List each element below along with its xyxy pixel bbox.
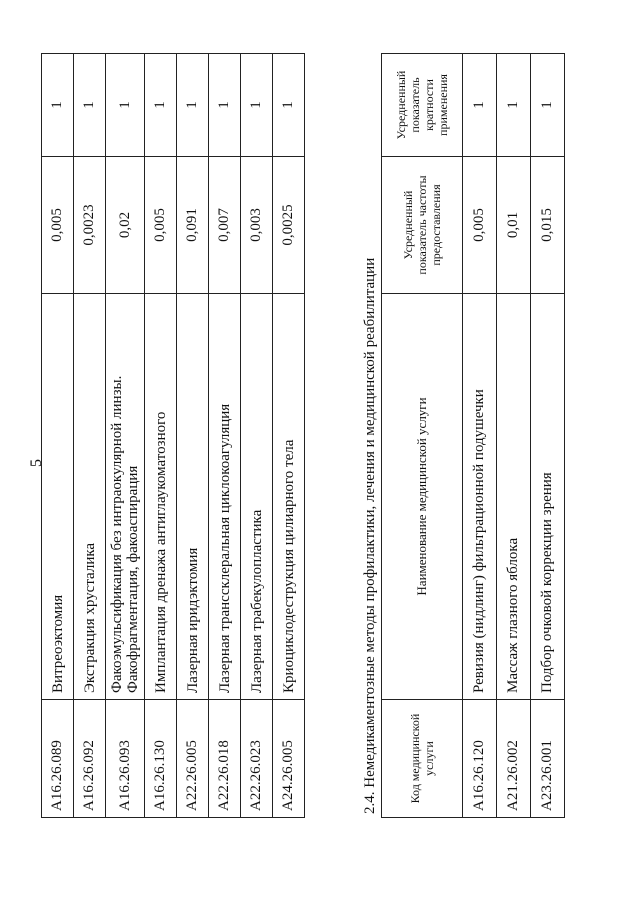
multiplicity-value: 1 — [106, 54, 145, 157]
frequency-value: 0,01 — [497, 157, 531, 294]
header-frequency-line: предоставления — [429, 184, 443, 266]
table-row — [463, 54, 497, 818]
header-frequency-line: показатель частоты — [415, 175, 429, 275]
service-name-line: Факофрагментация, факоаспирация — [125, 465, 141, 693]
multiplicity-value: 1 — [209, 54, 241, 157]
service-code: A24.26.005 — [273, 700, 305, 818]
frequency-value: 0,007 — [209, 157, 241, 294]
service-name — [177, 294, 209, 700]
service-code: A22.26.005 — [177, 700, 209, 818]
non-drug-methods-table-body — [382, 54, 565, 818]
header-frequency — [382, 157, 463, 294]
frequency-value: 0,0025 — [273, 157, 305, 294]
table-header-row — [382, 54, 463, 818]
multiplicity-value: 1 — [241, 54, 273, 157]
service-code: A16.26.093 — [106, 700, 145, 818]
frequency-value: 0,003 — [241, 157, 273, 294]
table-row — [42, 54, 74, 818]
table-row — [241, 54, 273, 818]
multiplicity-value: 1 — [273, 54, 305, 157]
multiplicity-value: 1 — [531, 54, 565, 157]
table-row — [497, 54, 531, 818]
service-name-line: Лазерная трабекулопластика — [248, 509, 265, 693]
header-name-line: Наименование медицинской услуги — [414, 397, 429, 596]
frequency-value: 0,091 — [177, 157, 209, 294]
header-code-line: услуги — [422, 741, 436, 776]
multiplicity-value: 1 — [74, 54, 106, 157]
service-name-line: Криоциклодеструкция цилиарного тела — [280, 439, 297, 693]
multiplicity-value: 1 — [177, 54, 209, 157]
service-name: Подбор очковой коррекции зрения — [531, 294, 565, 700]
page-number: 5 — [28, 459, 45, 467]
service-code: A22.26.023 — [241, 700, 273, 818]
service-name-line: Имплантация дренажа антиглаукоматозного — [152, 411, 169, 693]
service-code: A22.26.018 — [209, 700, 241, 818]
multiplicity-value: 1 — [497, 54, 531, 157]
table-row — [145, 54, 177, 818]
service-name — [241, 294, 273, 700]
frequency-value: 0,005 — [145, 157, 177, 294]
service-name: Ревизия (нидлинг) фильтрационной подушечки — [463, 294, 497, 700]
header-multiplicity-line: кратности — [422, 79, 436, 131]
header-code-line: Код медицинской — [408, 713, 422, 804]
table-row — [74, 54, 106, 818]
service-name — [209, 294, 241, 700]
service-code: A21.26.002 — [497, 700, 531, 818]
frequency-value: 0,005 — [463, 157, 497, 294]
service-code: A16.26.130 — [145, 700, 177, 818]
service-code: A16.26.089 — [42, 700, 74, 818]
service-name — [106, 294, 145, 700]
service-name-line: Лазерная транссклеральная циклокоагуляция — [216, 403, 233, 693]
service-name: Массаж глазного яблока — [497, 294, 531, 700]
header-multiplicity-line: показатель — [408, 77, 422, 133]
service-name — [74, 294, 106, 700]
service-name — [42, 294, 74, 700]
service-name-line: Экстракция хрусталика — [81, 542, 98, 693]
header-frequency-line: Усредненный — [401, 190, 415, 260]
multiplicity-value: 1 — [463, 54, 497, 157]
table-row — [177, 54, 209, 818]
header-multiplicity — [382, 54, 463, 157]
service-name — [145, 294, 177, 700]
frequency-value: 0,005 — [42, 157, 74, 294]
header-multiplicity-line: применения — [436, 74, 450, 136]
table-row — [209, 54, 241, 818]
table-row — [531, 54, 565, 818]
multiplicity-value: 1 — [42, 54, 74, 157]
header-code — [382, 700, 463, 818]
header-name — [382, 294, 463, 700]
non-drug-methods-table — [381, 53, 565, 818]
frequency-value: 0,02 — [106, 157, 145, 294]
service-name — [273, 294, 305, 700]
service-name-line: Лазерная иридэктомия — [184, 547, 201, 693]
service-code: A16.26.092 — [74, 700, 106, 818]
services-table-body — [42, 54, 305, 818]
service-code: A16.26.120 — [463, 700, 497, 818]
service-name-line: Витреоэктомия — [49, 594, 66, 693]
service-name-line: Факоэмульсификация без интраокулярной линзы. — [109, 375, 125, 693]
multiplicity-value: 1 — [145, 54, 177, 157]
table-row — [273, 54, 305, 818]
frequency-value: 0,015 — [531, 157, 565, 294]
services-table — [41, 53, 305, 818]
table-row — [106, 54, 145, 818]
header-multiplicity-line: Усредненный — [394, 70, 408, 140]
service-code: A23.26.001 — [531, 700, 565, 818]
frequency-value: 0,0023 — [74, 157, 106, 294]
section-title: 2.4. Немедикаментозные методы профилактики, лечения и медицинской реабилитации — [362, 257, 378, 814]
